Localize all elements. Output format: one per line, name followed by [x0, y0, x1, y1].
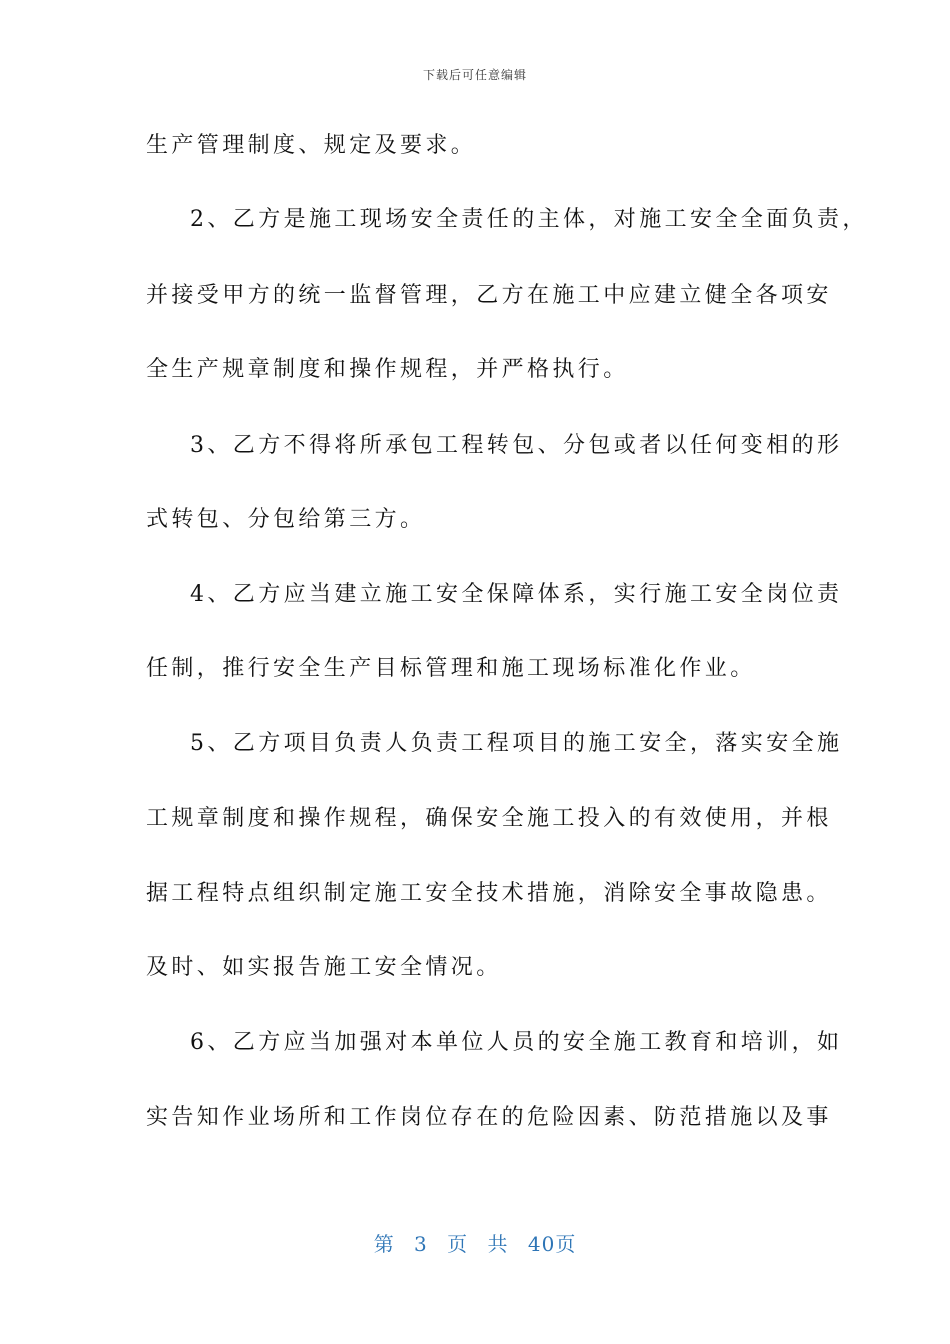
text-line: 实告知作业场所和工作岗位存在的危险因素、防范措施以及事 [146, 1105, 832, 1130]
total-pages: 40 [527, 1232, 556, 1256]
footer-mid: 页 [447, 1232, 469, 1256]
page-footer [0, 1228, 950, 1257]
page-number: 3 [414, 1232, 428, 1256]
footer-suffix: 页 [555, 1232, 577, 1256]
text-line: 并接受甲方的统一监督管理，乙方在施工中应建立健全各项安 [146, 283, 832, 308]
footer-prefix: 第 [373, 1232, 395, 1256]
text-line: 式转包、分包给第三方。 [146, 507, 426, 532]
paragraph-6-start: 6、乙方应当加强对本单位人员的安全施工教育和培训，如 [190, 1030, 843, 1055]
paragraph-5-start: 5、乙方项目负责人负责工程项目的施工安全，落实安全施 [190, 731, 843, 756]
footer-total-label: 共 [487, 1232, 509, 1256]
text-line: 生产管理制度、规定及要求。 [146, 133, 477, 158]
paragraph-4-start: 4、乙方应当建立施工安全保障体系，实行施工安全岗位责 [190, 582, 843, 607]
page-header: 下载后可任意编辑 [422, 68, 527, 82]
text-line: 全生产规章制度和操作规程，并严格执行。 [146, 357, 629, 382]
text-line: 及时、如实报告施工安全情况。 [146, 955, 502, 980]
paragraph-3-start: 3、乙方不得将所承包工程转包、分包或者以任何变相的形 [190, 433, 843, 458]
text-line: 任制，推行安全生产目标管理和施工现场标准化作业。 [146, 656, 756, 681]
paragraph-2-start: 2、乙方是施工现场安全责任的主体，对施工安全全面负责， [190, 207, 868, 232]
text-line: 据工程特点组织制定施工安全技术措施，消除安全事故隐患。 [146, 881, 832, 906]
text-line: 工规章制度和操作规程，确保安全施工投入的有效使用，并根 [146, 806, 832, 831]
